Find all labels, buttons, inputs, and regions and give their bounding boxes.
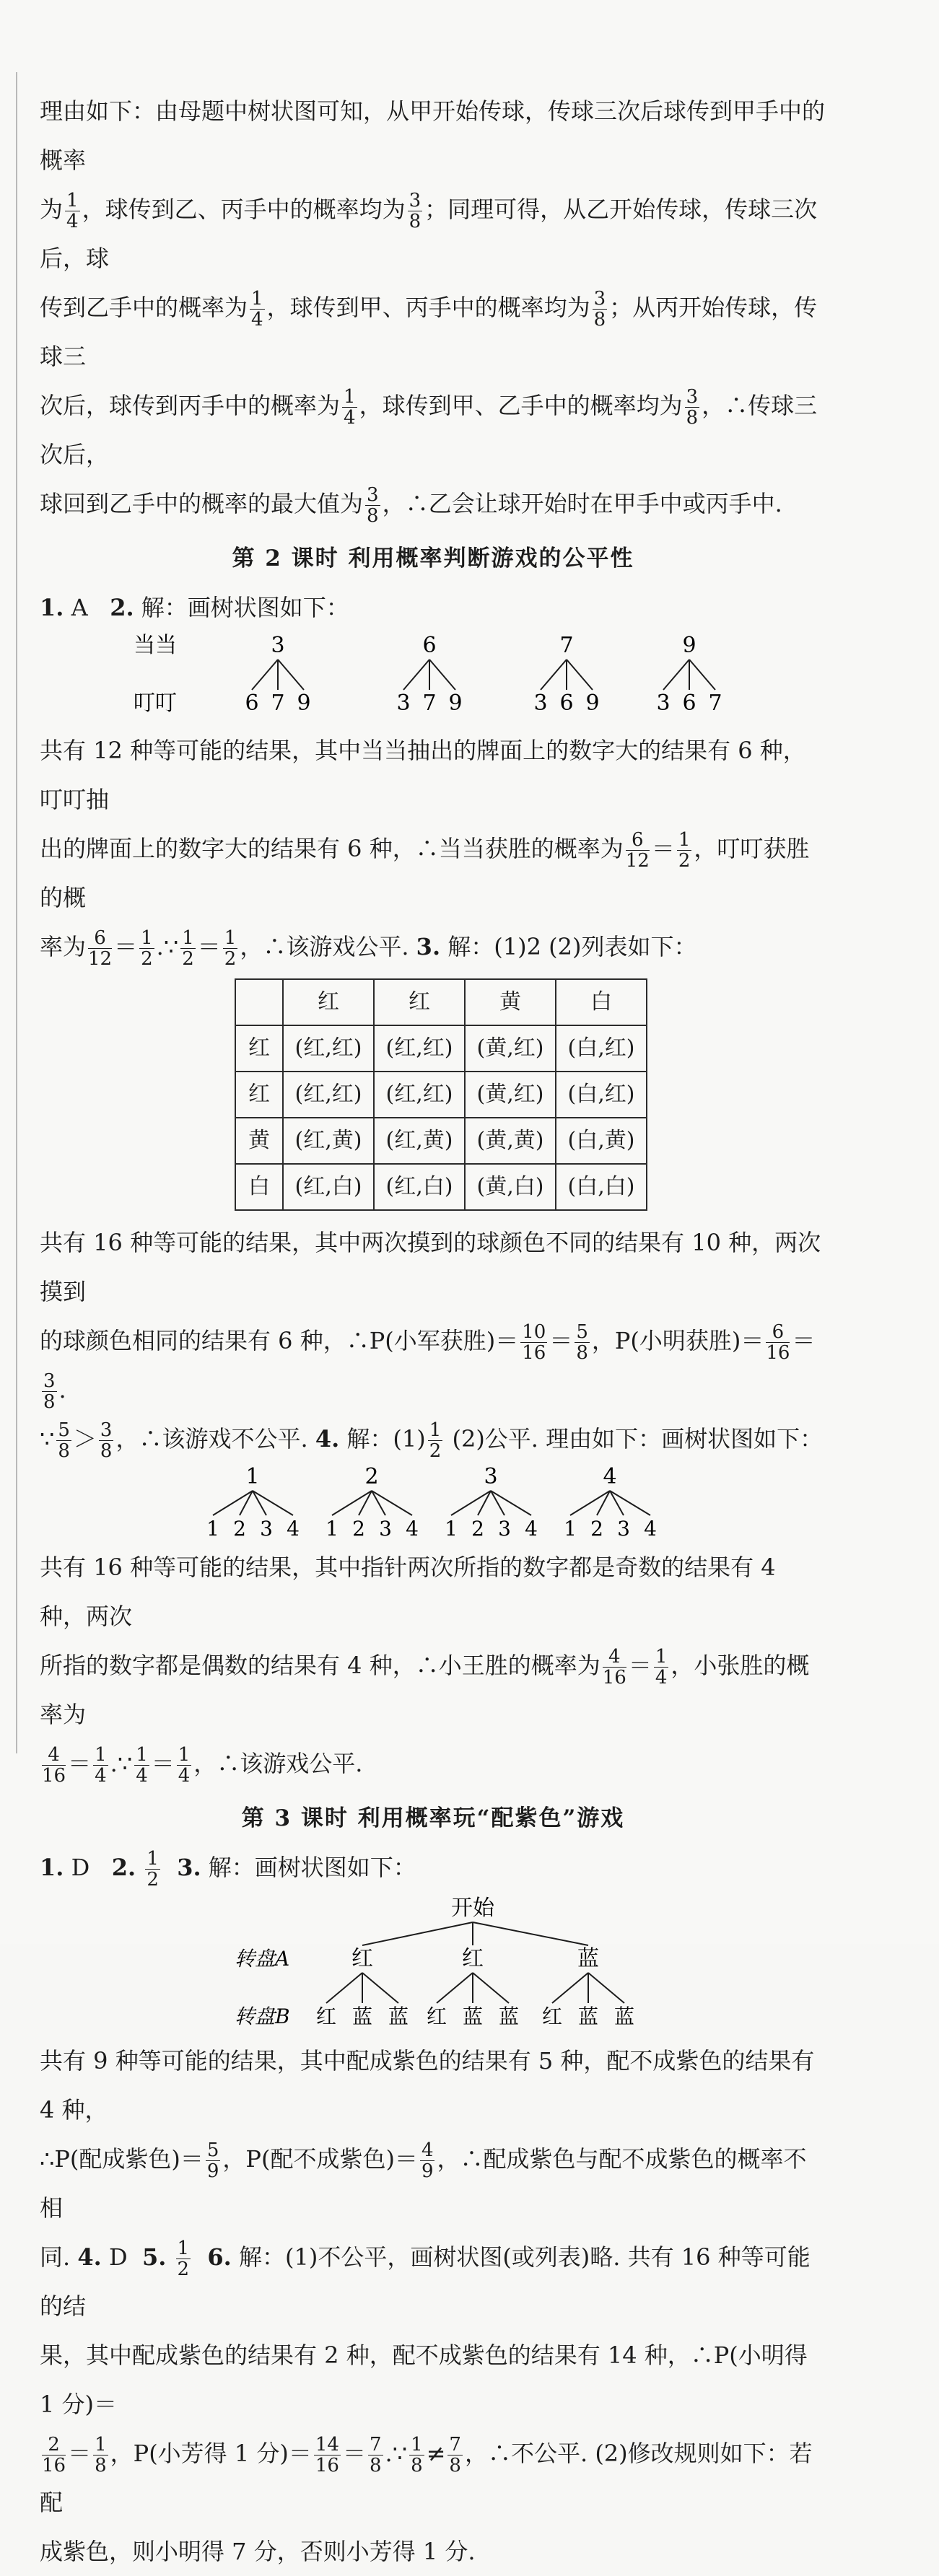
tree-node: 4 bbox=[287, 1517, 300, 1541]
tree-level-label: 转盘A bbox=[235, 1947, 290, 1971]
table-cell: (黄,红) bbox=[465, 1072, 556, 1118]
text-line: 理由如下：由母题中树状图可知，从甲开始传球，传球三次后球传到甲手中的概率 bbox=[40, 97, 826, 174]
tree-node: 4 bbox=[406, 1517, 419, 1541]
text-line: 共有 16 种等可能的结果，其中指针两次所指的数字都是奇数的结果有 4 种，两次 bbox=[40, 1554, 776, 1630]
tree-diagram-3 bbox=[40, 1892, 826, 2036]
fraction: $\frac{1}{4}$ bbox=[655, 1646, 668, 1688]
text-line: 共有 12 种等可能的结果，其中当当抽出的牌面上的数字大的结果有 6 种，叮叮抽 bbox=[40, 737, 806, 813]
tree-branch bbox=[473, 1922, 588, 1945]
tree-node: 蓝 bbox=[577, 1946, 599, 1971]
text-line: $\frac{4}{16}$ ＝ $\frac{1}{4}$ .∵ $\frac{1}{4}$ ＝ $\frac{1}{4}$ ，∴该游戏公平. bbox=[42, 1744, 363, 1787]
fraction: $\frac{3}{8}$ bbox=[100, 1419, 113, 1462]
text-line: ∵ $\frac{5}{8}$ ＞ $\frac{3}{8}$ ，∴该游戏不公平. 4. 解：(1) $\frac{1}{2}$ (2)公平. 理由如下：画树状图如下： bbox=[40, 1419, 824, 1462]
tree-node: 3 bbox=[379, 1517, 392, 1541]
tree-row-label: 当当 bbox=[134, 633, 177, 658]
tree-branch bbox=[326, 1973, 362, 2003]
tree-node: 3 bbox=[271, 633, 285, 658]
tree-node: 蓝 bbox=[462, 2005, 484, 2028]
table-cell: 红 bbox=[235, 1025, 283, 1072]
table-cell: (红,白) bbox=[374, 1164, 465, 1210]
tree-branch bbox=[278, 660, 304, 690]
text-line: 次后，球传到丙手中的概率为 $\frac{1}{4}$ ，球传到甲、乙手中的概率均为 $\frac{3}{8}$ ，∴传球三次后， bbox=[40, 386, 818, 468]
fraction: $\frac{1}{2}$ bbox=[182, 927, 194, 970]
table-cell: (白,红) bbox=[556, 1025, 647, 1072]
fraction: $\frac{6}{12}$ bbox=[88, 927, 113, 970]
tree-node: 7 bbox=[422, 691, 437, 716]
table-cell: (红,红) bbox=[374, 1072, 465, 1118]
fraction: $\frac{4}{16}$ bbox=[602, 1646, 626, 1688]
tree-node: 2 bbox=[233, 1517, 246, 1541]
text-line: $\frac{2}{16}$ ＝ $\frac{1}{8}$ ，P(小芳得 1 分)＝ $\frac{14}{16}$ ＝ $\frac{7}{8}$ .∵ $\frac{1}{8}$ ≠ $\frac{7}{8}$ ，∴不公平. (2)修改规则如下：若配 bbox=[40, 2434, 813, 2516]
tree-start-label: 开始 bbox=[451, 1896, 494, 1921]
tree-node: 6 bbox=[245, 691, 259, 716]
table-cell: (红,黄) bbox=[283, 1118, 374, 1164]
fraction: $\frac{14}{16}$ bbox=[315, 2434, 339, 2476]
fraction: $\frac{5}{8}$ bbox=[58, 1419, 70, 1462]
tree-node: 1 bbox=[245, 1464, 260, 1489]
tree-node: 蓝 bbox=[351, 2005, 373, 2028]
fraction: $\frac{7}{8}$ bbox=[369, 2434, 382, 2476]
tree-node: 4 bbox=[644, 1517, 657, 1541]
table-cell: (黄,白) bbox=[465, 1164, 556, 1210]
fraction: $\frac{3}{8}$ bbox=[43, 1370, 56, 1413]
text-line: 共有 9 种等可能的结果，其中配成紫色的结果有 5 种，配不成紫色的结果有 4 种， bbox=[40, 2047, 815, 2124]
tree-node: 9 bbox=[297, 691, 311, 716]
tree-branch bbox=[429, 660, 455, 690]
table-header-row bbox=[235, 979, 647, 1025]
tree-node: 红 bbox=[315, 2005, 337, 2028]
text-line: 为 $\frac{1}{4}$ ，球传到乙、丙手中的概率均为 $\frac{3}{8}$ ；同理可得，从乙开始传球，传球三次后，球 bbox=[40, 190, 818, 272]
tree-node: 3 bbox=[484, 1464, 498, 1489]
fraction: $\frac{4}{9}$ bbox=[421, 2139, 434, 2182]
section-heading: 第 2 课时 利用概率判断游戏的公平性 bbox=[232, 546, 634, 571]
table-cell bbox=[235, 979, 283, 1025]
tree-node: 蓝 bbox=[613, 2005, 635, 2028]
table-cell: 红 bbox=[283, 979, 374, 1025]
text-line: 出的牌面上的数字大的结果有 6 种，∴当当获胜的概率为 $\frac{6}{12}$ ＝ $\frac{1}{2}$ ，叮叮获胜的概 bbox=[40, 829, 810, 911]
tree-node: 1 bbox=[326, 1517, 339, 1541]
tree-branch bbox=[362, 1973, 398, 2003]
tree-node: 9 bbox=[585, 691, 600, 716]
fraction: $\frac{1}{8}$ bbox=[411, 2434, 423, 2476]
tree-node: 6 bbox=[422, 633, 437, 658]
tree-diagram-1 bbox=[40, 632, 826, 726]
table-cell: 红 bbox=[235, 1072, 283, 1118]
fraction: $\frac{1}{2}$ bbox=[147, 1848, 159, 1891]
tree-node: 1 bbox=[206, 1517, 219, 1541]
fraction: $\frac{1}{4}$ bbox=[178, 1744, 191, 1787]
table-row bbox=[235, 1118, 647, 1164]
fraction: $\frac{1}{2}$ bbox=[141, 927, 153, 970]
text-line: 所指的数字都是偶数的结果有 4 种，∴小王胜的概率为 $\frac{4}{16}$ ＝ $\frac{1}{4}$ ，小张胜的概率为 bbox=[40, 1646, 810, 1728]
tree-node: 红 bbox=[426, 2005, 447, 2028]
fraction: $\frac{10}{16}$ bbox=[522, 1321, 546, 1364]
text-line: 率为 $\frac{6}{12}$ ＝ $\frac{1}{2}$ .∵ $\frac{1}{2}$ ＝ $\frac{1}{2}$ ，∴该游戏公平. 3. 解：(1)2 (2)列表如下： bbox=[40, 927, 697, 970]
tree-node: 1 bbox=[564, 1517, 577, 1541]
fraction: $\frac{1}{2}$ bbox=[177, 2238, 190, 2280]
table-cell: (白,白) bbox=[556, 1164, 647, 1210]
table-cell: (黄,黄) bbox=[465, 1118, 556, 1164]
fraction: $\frac{1}{8}$ bbox=[95, 2434, 107, 2476]
tree-node: 3 bbox=[396, 691, 411, 716]
tree-branch bbox=[663, 660, 689, 690]
tree-node: 2 bbox=[471, 1517, 484, 1541]
text-line: 同. 4. D 5. $\frac{1}{2}$ 6. 解：(1)不公平，画树状图(或列表)略. 共有 16 种等可能的结 bbox=[40, 2238, 811, 2320]
text-line: 成紫色，则小明得 7 分，否则小芳得 1 分. bbox=[40, 2538, 476, 2565]
tree-node: 蓝 bbox=[388, 2005, 409, 2028]
tree-node: 1 bbox=[445, 1517, 458, 1541]
fraction: $\frac{1}{2}$ bbox=[429, 1419, 442, 1462]
tree-branch bbox=[689, 660, 715, 690]
fraction: $\frac{3}{8}$ bbox=[686, 386, 699, 429]
table-cell: (红,黄) bbox=[374, 1118, 465, 1164]
tree-diagram-2 bbox=[40, 1463, 826, 1543]
fraction: $\frac{1}{4}$ bbox=[95, 1744, 107, 1787]
tree-branch bbox=[252, 660, 278, 690]
tree-node: 7 bbox=[559, 633, 574, 658]
text-line: 的球颜色相同的结果有 6 种，∴P(小军获胜)＝ $\frac{10}{16}$ ＝ $\frac{5}{8}$ ，P(小明获胜)＝ $\frac{6}{16}$ ＝ $\frac{3}{8}$ . bbox=[40, 1321, 816, 1413]
fraction: $\frac{1}{4}$ bbox=[136, 1744, 148, 1787]
fraction: $\frac{6}{16}$ bbox=[766, 1321, 790, 1364]
tree-node: 6 bbox=[559, 691, 574, 716]
fraction: $\frac{2}{16}$ bbox=[42, 2434, 66, 2476]
probability-table bbox=[235, 978, 647, 1211]
fraction: $\frac{1}{2}$ bbox=[678, 829, 691, 872]
tree-node: 红 bbox=[462, 1946, 484, 1971]
fraction: $\frac{3}{8}$ bbox=[409, 190, 422, 232]
page-content bbox=[40, 87, 826, 2576]
tree-node: 4 bbox=[525, 1517, 538, 1541]
table-row bbox=[235, 1072, 647, 1118]
tree-row-label: 叮叮 bbox=[134, 691, 177, 716]
table-cell: (白,红) bbox=[556, 1072, 647, 1118]
tree-level-label: 转盘B bbox=[235, 2005, 290, 2028]
table-row bbox=[235, 1025, 647, 1072]
fraction: $\frac{3}{8}$ bbox=[367, 484, 379, 527]
text-line: ∴P(配成紫色)＝ $\frac{5}{9}$ ，P(配不成紫色)＝ $\frac{4}{9}$ ，∴配成紫色与配不成紫色的概率不相 bbox=[40, 2139, 807, 2222]
table-cell: (红,红) bbox=[283, 1072, 374, 1118]
tree-branch bbox=[567, 660, 593, 690]
fraction: $\frac{3}{8}$ bbox=[593, 288, 606, 330]
tree-node: 2 bbox=[590, 1517, 603, 1541]
tree-node: 6 bbox=[682, 691, 696, 716]
fraction: $\frac{7}{8}$ bbox=[449, 2434, 461, 2476]
fraction: $\frac{5}{9}$ bbox=[206, 2139, 219, 2182]
fraction: $\frac{1}{4}$ bbox=[251, 288, 263, 330]
tree-node: 9 bbox=[448, 691, 463, 716]
table-cell: (白,黄) bbox=[556, 1118, 647, 1164]
tree-node: 2 bbox=[352, 1517, 365, 1541]
text-line: 1. A 2. 解：画树状图如下： bbox=[40, 594, 349, 621]
table-row bbox=[235, 1164, 647, 1210]
tree-node: 4 bbox=[603, 1464, 617, 1489]
fraction: $\frac{1}{2}$ bbox=[224, 927, 237, 970]
table-cell: 白 bbox=[235, 1164, 283, 1210]
tree-node: 红 bbox=[541, 2005, 563, 2028]
tree-node: 3 bbox=[533, 691, 548, 716]
tree-node: 3 bbox=[260, 1517, 273, 1541]
tree-branch bbox=[362, 1922, 473, 1945]
text-line: 球回到乙手中的概率的最大值为 $\frac{3}{8}$ ，∴乙会让球开始时在甲手中或丙手中. bbox=[40, 484, 782, 527]
tree-branch bbox=[541, 660, 567, 690]
tree-branch bbox=[588, 1973, 624, 2003]
table-cell: (红,红) bbox=[374, 1025, 465, 1072]
text-line: 传到乙手中的概率为 $\frac{1}{4}$ ，球传到甲、丙手中的概率均为 $\frac{3}{8}$ ；从丙开始传球，传球三 bbox=[40, 288, 818, 370]
tree-node: 9 bbox=[682, 633, 696, 658]
text-line: 果，其中配成紫色的结果有 2 种，配不成紫色的结果有 14 种，∴P(小明得 1 分)＝ bbox=[40, 2341, 808, 2418]
text-line: 共有 16 种等可能的结果，其中两次摸到的球颜色不同的结果有 10 种，两次摸到 bbox=[40, 1229, 821, 1305]
fraction: $\frac{1}{4}$ bbox=[344, 386, 356, 429]
tree-node: 3 bbox=[498, 1517, 511, 1541]
tree-node: 3 bbox=[656, 691, 671, 716]
tree-branch bbox=[437, 1973, 473, 2003]
fraction: $\frac{4}{16}$ bbox=[42, 1744, 66, 1787]
fraction: $\frac{6}{12}$ bbox=[625, 829, 650, 872]
tree-node: 红 bbox=[351, 1946, 373, 1971]
tree-node: 7 bbox=[271, 691, 285, 716]
table-cell: 黄 bbox=[235, 1118, 283, 1164]
text-line: 1. D 2. $\frac{1}{2}$ 3. 解：画树状图如下： bbox=[40, 1848, 416, 1891]
fraction: $\frac{5}{8}$ bbox=[576, 1321, 588, 1364]
table-cell: (黄,红) bbox=[465, 1025, 556, 1072]
table-cell: 白 bbox=[556, 979, 647, 1025]
table-cell: 黄 bbox=[465, 979, 556, 1025]
tree-node: 3 bbox=[617, 1517, 630, 1541]
tree-branch bbox=[473, 1973, 509, 2003]
fraction: $\frac{1}{4}$ bbox=[66, 190, 79, 232]
tree-node: 2 bbox=[364, 1464, 379, 1489]
tree-node: 蓝 bbox=[577, 2005, 599, 2028]
tree-node: 蓝 bbox=[498, 2005, 520, 2028]
table-cell: 红 bbox=[374, 979, 465, 1025]
tree-branch bbox=[552, 1973, 588, 2003]
table-cell: (红,白) bbox=[283, 1164, 374, 1210]
tree-branch bbox=[403, 660, 429, 690]
tree-node: 7 bbox=[708, 691, 722, 716]
section-heading: 第 3 课时 利用概率玩“配紫色”游戏 bbox=[241, 1805, 625, 1831]
table-cell: (红,红) bbox=[283, 1025, 374, 1072]
